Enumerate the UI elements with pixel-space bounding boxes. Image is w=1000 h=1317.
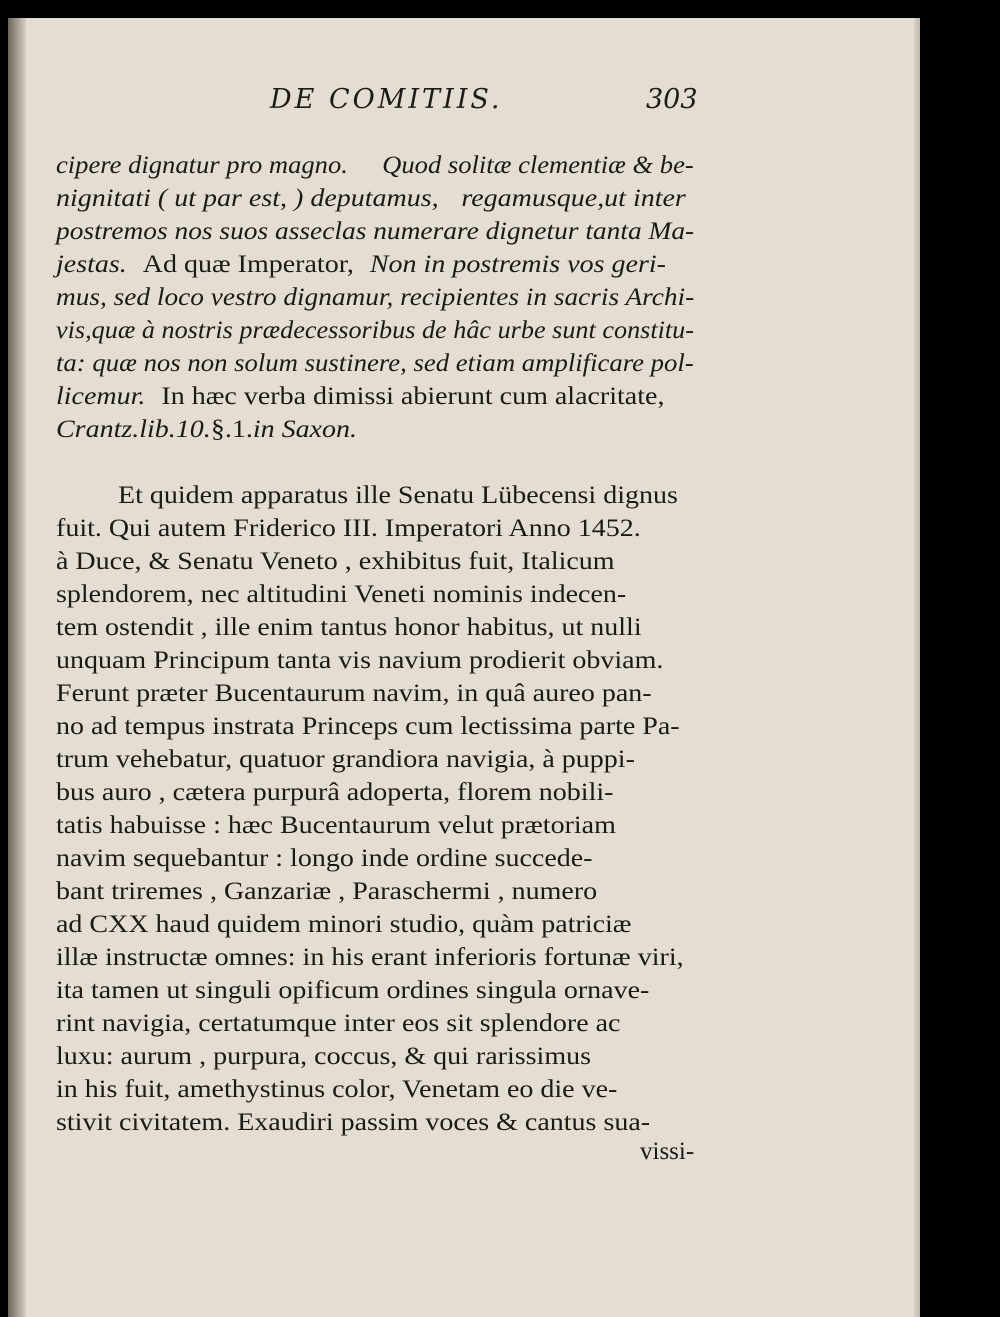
paragraph2-line-6: unquam Principum tanta vis navium prodierit obviam. xyxy=(56,647,664,674)
citation-work: Crantz.lib.10. xyxy=(56,416,211,443)
text-span: nignitati ( ut par est, ) deputamus, xyxy=(56,185,439,212)
paragraph2-line-11: tatis habuisse : hæc Bucentaurum velut prætoriam xyxy=(56,812,616,839)
text-span: Non in postremis vos geri- xyxy=(369,251,666,278)
paragraph2-line-16: ita tamen ut singuli opificum ordines singula ornave- xyxy=(56,977,650,1004)
page-edge-shadow xyxy=(914,18,920,1317)
paragraph1-line-8 xyxy=(56,384,664,409)
citation-section: §.1. xyxy=(210,416,253,443)
paragraph2-line-9: trum vehebatur, quatuor grandiora navigia, à puppi- xyxy=(56,746,635,773)
page-number: 303 xyxy=(646,84,698,115)
text-span: regamusque,ut inter xyxy=(461,185,686,212)
text-span: jestas. xyxy=(56,251,127,278)
citation-line xyxy=(56,417,357,442)
paragraph2-line-17: rint navigia, certatumque inter eos sit splendore ac xyxy=(56,1010,621,1037)
text-span: Ad quæ Imperator, xyxy=(142,251,354,278)
catchword: vissi- xyxy=(640,1138,695,1165)
paragraph2-line-2: fuit. Qui autem Friderico III. Imperatori Anno 1452. xyxy=(56,515,641,542)
paragraph1-line-7: ta: quæ nos non solum sustinere, sed etiam amplificare pol- xyxy=(56,350,694,377)
text-span: In hæc verba dimissi abierunt cum alacritate, xyxy=(161,383,665,410)
page-binding-shadow xyxy=(8,18,26,1317)
paragraph2-line-3: à Duce, & Senatu Veneto , exhibitus fuit, Italicum xyxy=(56,548,615,575)
book-page xyxy=(8,18,920,1317)
paragraph2-line-10: bus auro , cætera purpurâ adoperta, florem nobili- xyxy=(56,779,614,806)
paragraph2-line-5: tem ostendit , ille enim tantus honor habitus, ut nulli xyxy=(56,614,642,641)
text-span: cipere dignatur pro magno. xyxy=(56,152,348,179)
paragraph1-line-6: vis,quæ à nostris prædecessoribus de hâc urbe sunt constitu- xyxy=(56,317,695,344)
paragraph2-line-12: navim sequebantur : longo inde ordine succede- xyxy=(56,845,593,872)
paragraph1-line-4 xyxy=(56,252,666,277)
paragraph2-line-18: luxu: aurum , purpura, coccus, & qui rarissimus xyxy=(56,1043,592,1070)
paragraph2-line-13: bant triremes , Ganzariæ , Paraschermi , numero xyxy=(56,878,598,905)
paragraph2-line-14: ad CXX haud quidem minori studio, quàm patriciæ xyxy=(56,911,632,938)
text-span: licemur. xyxy=(56,383,146,410)
paragraph1-line-5: mus, sed loco vestro dignamur, recipientes in sacris Archi- xyxy=(56,284,695,311)
paragraph2-line-20: stivit civitatem. Exaudiri passim voces & cantus sua- xyxy=(56,1109,651,1136)
running-title: DE COMITIIS. xyxy=(270,84,503,115)
paragraph1-line-1 xyxy=(56,153,694,178)
paragraph2-line-15: illæ instructæ omnes: in his erant inferioris fortunæ viri, xyxy=(56,944,684,971)
paragraph2-line-1: Et quidem apparatus ille Senatu Lübecensi dignus xyxy=(118,482,678,509)
paragraph1-line-3: postremos nos suos asseclas numerare dignetur tanta Ma- xyxy=(56,218,695,245)
paragraph2-line-19: in his fuit, amethystinus color, Venetam eo die ve- xyxy=(56,1076,618,1103)
text-span: Quod solitæ clementiæ & be- xyxy=(382,152,694,179)
citation-book: in Saxon. xyxy=(252,416,358,443)
paragraph2-line-8: no ad tempus instrata Princeps cum lectissima parte Pa- xyxy=(56,713,680,740)
paragraph1-line-2 xyxy=(56,186,686,211)
paragraph2-line-4: splendorem, nec altitudini Veneti nominis indecen- xyxy=(56,581,627,608)
paragraph2-line-7: Ferunt præter Bucentaurum navim, in quâ aureo pan- xyxy=(56,680,652,707)
